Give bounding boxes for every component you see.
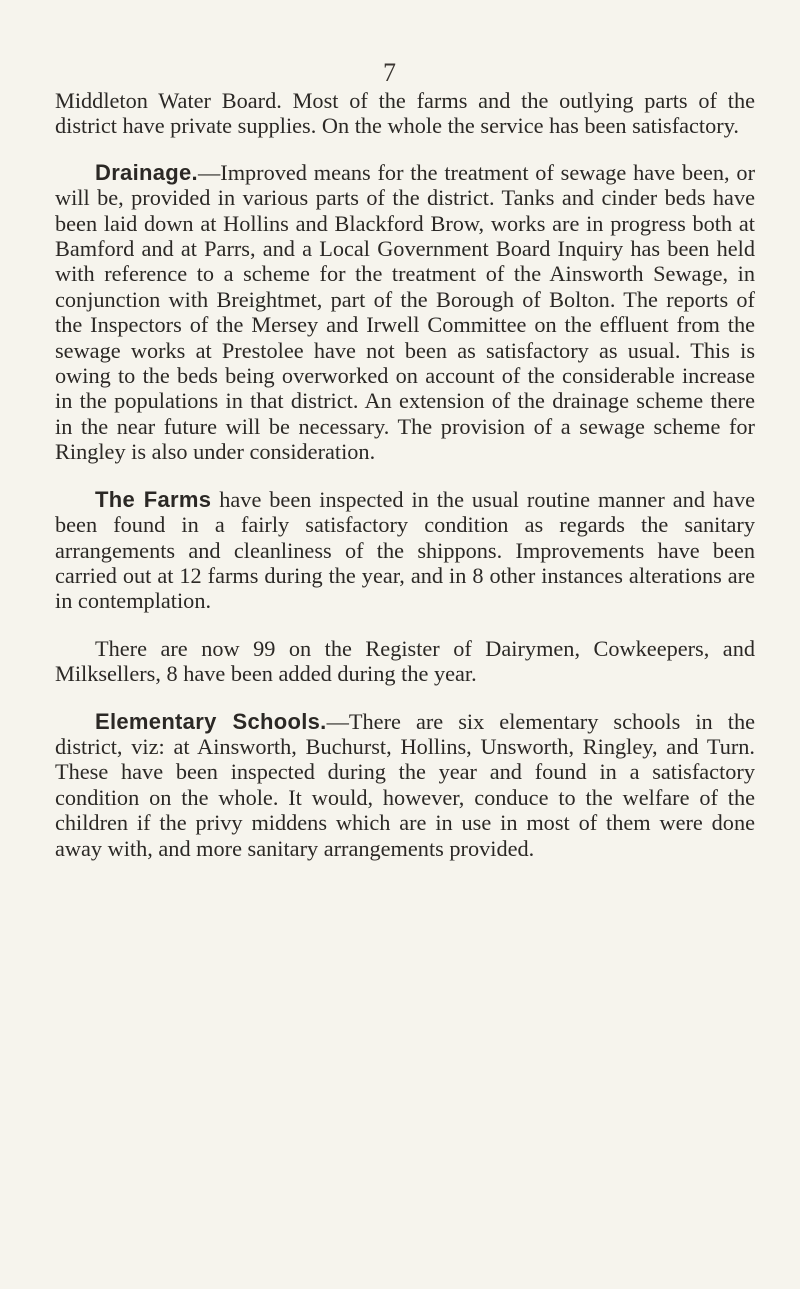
body-text: [55, 88, 755, 861]
drainage-heading: Drainage.: [95, 159, 198, 185]
paragraph-schools: [55, 709, 755, 861]
schools-heading: Elementary Schools.: [95, 708, 327, 734]
paragraph-text: Middleton Water Board. Most of the farms and the outlying parts of the district have private supplies. On the whole the service has been satisfactory.: [55, 88, 755, 139]
paragraph-dairymen: [55, 636, 755, 687]
page-number: 7: [383, 58, 396, 87]
paragraph-text: have been inspected in the usual routine manner and have been found in a fairly satisfactory condition as regards the sanitary arrangements and cleanliness of the shippons. Improvements have been carried out at 12 farms during the year, and in 8 other instances alterations are in contemplation.: [55, 486, 755, 614]
paragraph-farms: [55, 487, 755, 614]
paragraph-text: —Improved means for the treatment of sewage have been, or will be, provided in various parts of the district. Tanks and cinder beds have been laid down at Hollins and Blackford Brow, works are in progress both at Bamford and at Parrs, and a Local Government Board Inquiry has been held with reference to a scheme for the treatment of the Ainsworth Sewage, in conjunction with Breightmet, part of the Borough of Bolton. The reports of the Inspectors of the Mersey and Irwell Committee on the effluent from the sewage works at Prestolee have not been as satisfactory as usual. This is owing to the beds being overworked on account of the considerable increase in the populations in that district. An extension of the drainage scheme there in the near future will be necessary. The provision of a sewage scheme for Ringley is also under consideration.: [55, 159, 755, 465]
farms-heading: The Farms: [95, 486, 212, 512]
paragraph-water-supply: [55, 88, 755, 139]
paragraph-text: —There are six elementary schools in the district, viz: at Ainsworth, Buchurst, Hollins, Unsworth, Ringley, and Turn. These have been inspected during the year and found in a satisfactory condition on the whole. It would, however, conduce to the welfare of the children if the privy middens which are in use in most of them were done away with, and more sanitary arrangements provided.: [55, 708, 755, 861]
paragraph-drainage: [55, 160, 755, 465]
paragraph-text: There are now 99 on the Register of Dairymen, Cowkeepers, and Milksellers, 8 have been added during the year.: [55, 635, 755, 687]
